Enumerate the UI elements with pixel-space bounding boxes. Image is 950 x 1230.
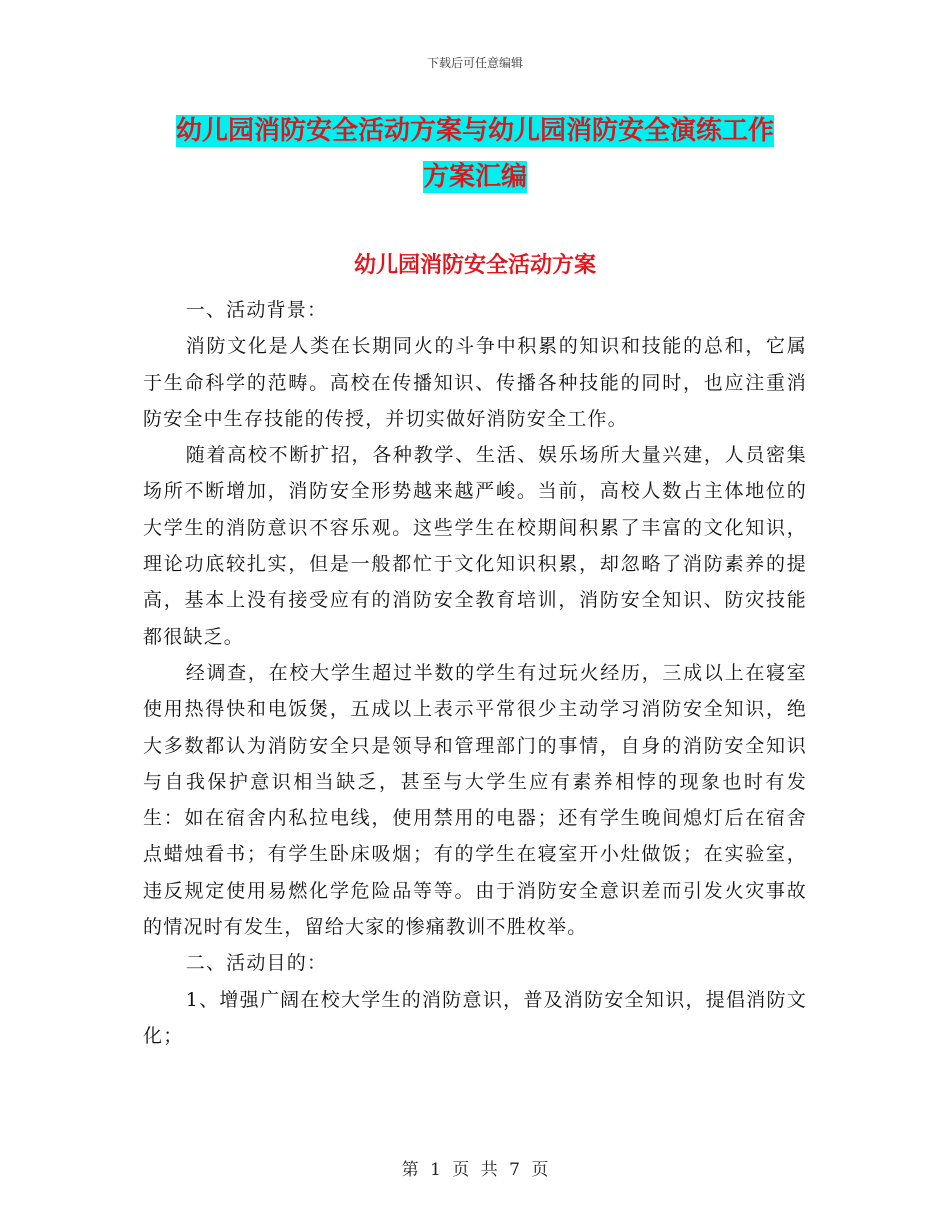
paragraph-heading-background: 一、活动背景： [185,299,328,321]
paragraph: 随着高校不断扩招，各种教学、生活、娱乐场所大量兴建，人员密集场所不断增加，消防安全形势越来越严峻。当前，高校人数占主体地位的大学生的消防意识不容乐观。这些学生在校期间积累了丰富的文化知识，理论功底较扎实，但是一般都忙于文化知识积累，却忽略了消防素养的提高，基本上没有接受应有的消防安全教育培训，消防安全知识、防灾技能都很缺乏。 [143,444,807,648]
document-title-line-2: 方案汇编 [422,162,527,192]
paragraph: 经调查，在校大学生超过半数的学生有过玩火经历，三成以上在寝室使用热得快和电饭煲，五成以上表示平常很少主动学习消防安全知识，绝大多数都认为消防安全只是领导和管理部门的事情，自身的消防安全知识与自我保护意识相当缺乏，甚至与大学生应有素养相悖的现象也时有发生：如在宿舍内私拉电线，使用禁用的电器；还有学生晚间熄灯后在宿舍点蜡烛看书；有学生卧床吸烟；有的学生在寝室开小灶做饭；在实验室，违反规定使用易燃化学危险品等等。由于消防安全意识差而引发火灾事故的情况时有发生，留给大家的惨痛教训不胜枚举。 [143,661,807,939]
document-body [143,292,807,1054]
paragraph-heading-purpose: 二、活动目的： [185,952,328,975]
document-title-line-1: 幼儿园消防安全活动方案与幼儿园消防安全演练工作 [175,116,774,146]
header-note: 下载后可任意编辑 [426,56,523,70]
paragraph: 消防文化是人类在长期同火的斗争中积累的知识和技能的总和，它属于生命科学的范畴。高校在传播知识、传播各种技能的同时，也应注重消防安全中生存技能的传授，并切实做好消防安全工作。 [143,335,807,430]
document-title [145,108,805,200]
page-number-footer: 第 1 页 共 7 页 [401,1160,549,1180]
section-title: 幼儿园消防安全活动方案 [353,252,596,278]
paragraph: 1、增强广阔在校大学生的消防意识，普及消防安全知识，提倡消防文化； [143,988,807,1047]
